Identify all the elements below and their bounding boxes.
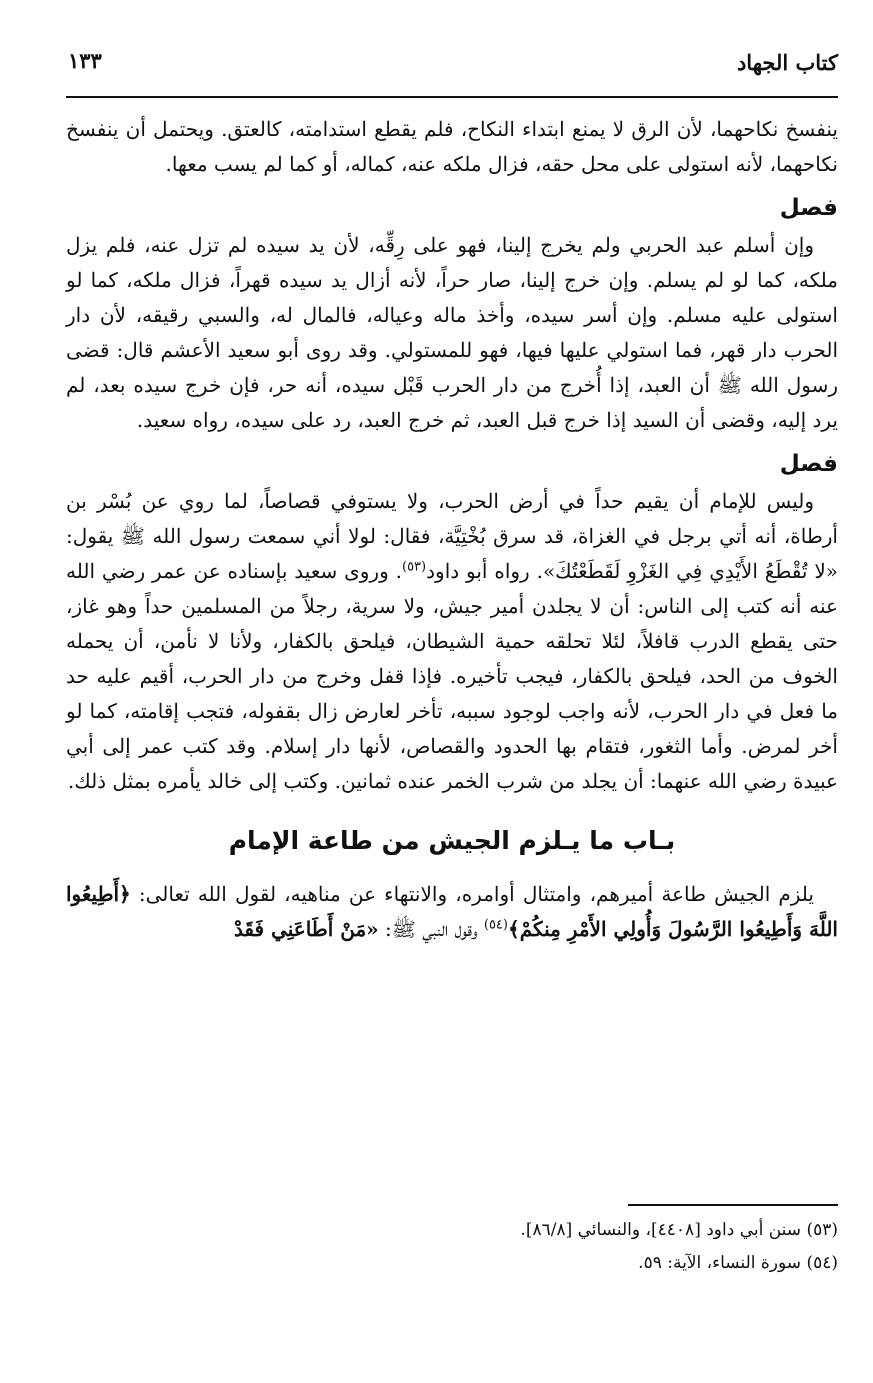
hadith-quote: «مَنْ أَطَاعَنِي فَقَدْ xyxy=(233,917,379,941)
paragraph-text: وقول النبي ﷺ: xyxy=(378,917,484,941)
paragraph-text: يلزم الجيش طاعة أميرهم، وامتثال أوامره، والانتهاء عن مناهيه، لقول الله تعالى: xyxy=(130,882,814,906)
header-rule xyxy=(66,96,838,98)
quran-verse: ﴿أَطِيعُوا اللَّهَ وَأَطِيعُوا الرَّسُولَ وَأُولِي الأَمْرِ مِنكُمْ﴾ xyxy=(66,882,838,941)
footnote-reference: (٥٣) xyxy=(402,559,427,575)
footnote-rule xyxy=(628,1204,838,1206)
page-body xyxy=(66,112,838,947)
page-number: ١٣٣ xyxy=(68,48,102,73)
paragraph-text: . وروى سعيد بإسناده عن عمر رضي الله عنه أنه كتب إلى الناس: أن لا يجلدن أمير جيش، ولا سرية، رجلاً من المسلمين حداً وهو غاز، حتى يقطع الدرب قافلاً، لئلا تحلقه حمية الشيطان، فيلحق بالكفار، ولأنا لا نأمن، أن يحمله الخوف من الحد، فيلحق بالكفار، فيجب تأخيره. فإذا قفل وخرج من دار الحرب، أقيم عليه حد ما فعل في دار الحرب، لأنه واجب لوجود سببه، تأخر لعارض زال بقفوله، فتجب إقامته، كما لو أخر لمرض. وأما الثغور، فتقام بها الحدود والقصاص، لأنها دار إسلام. وقد كتب عمر إلى أبي عبيدة رضي الله عنهما: أن يجلد من شرب الخمر عنده ثمانين. وكتب إلى خالد يأمره بمثل ذلك. xyxy=(66,559,838,793)
paragraph: وإن أسلم عبد الحربي ولم يخرج إلينا، فهو على رِقِّه، لأن يد سيده لم تزل عنه، فلم يزل ملكه، كما لو لم يسلم. وإن خرج إلينا، صار حراً، لأنه أزال يد سيده قهراً، فزال ملكه، كما لو استولى عليه مسلم. وإن أسر سيده، وأخذ ماله وعياله، فالمال له، والسبي رقيقه، لأن دار الحرب دار قهر، فما استولي عليها فيها، فهو للمستولي. وقد روى أبو سعيد الأعشم قال: قضى رسول الله ﷺ أن العبد، إذا أُخرج من دار الحرب قَبْل سيده، أنه حر، فإن خرج سيده بعد، لم يرد إليه، وقضى أن السيد إذا خرج قبل العبد، ثم خرج العبد، رد على سيده، رواه سعيد. xyxy=(66,233,838,432)
book-title: كتاب الجهاد xyxy=(736,50,838,75)
book-page xyxy=(66,0,838,1383)
chapter-heading: بـاب ما يـلزم الجيش من طاعة الإمام xyxy=(228,826,676,855)
footnotes xyxy=(66,1214,838,1280)
paragraph: ينفسخ نكاحهما، لأن الرق لا يمنع ابتداء النكاح، فلم يقطع استدامته، كالعتق. ويحتمل أن ينفسخ نكاحهما، لأنه استولى على محل حقه، فزال ملكه عنه، كماله، أو كما لم يسب معها. xyxy=(66,117,838,176)
footnote: (٥٣) سنن أبي داود [٤٤٠٨]، والنسائي [٨٦/٨]. xyxy=(520,1220,838,1240)
paragraph xyxy=(66,484,838,799)
section-heading: فصل xyxy=(779,451,838,477)
paragraph-text: وليس للإمام أن يقيم حداً في أرض الحرب، ولا يستوفي قصاصاً، لما روي عن بُسْر بن أرطاة، أنه أتي برجل في الغزاة، قد سرق بُخْتِيَّة، فقال: لولا أني سمعت رسول الله ﷺ يقول: «لا تُقْطَعُ الأَيْدِي فِي الغَزْوِ لَقَطَعْتُكَ». رواه أبو داود xyxy=(66,489,838,583)
footnote-reference: (٥٤) xyxy=(483,917,508,933)
paragraph xyxy=(66,877,838,947)
running-header xyxy=(66,44,838,84)
footnote: (٥٤) سورة النساء، الآية: ٥٩. xyxy=(638,1253,838,1273)
section-heading: فصل xyxy=(779,195,838,221)
